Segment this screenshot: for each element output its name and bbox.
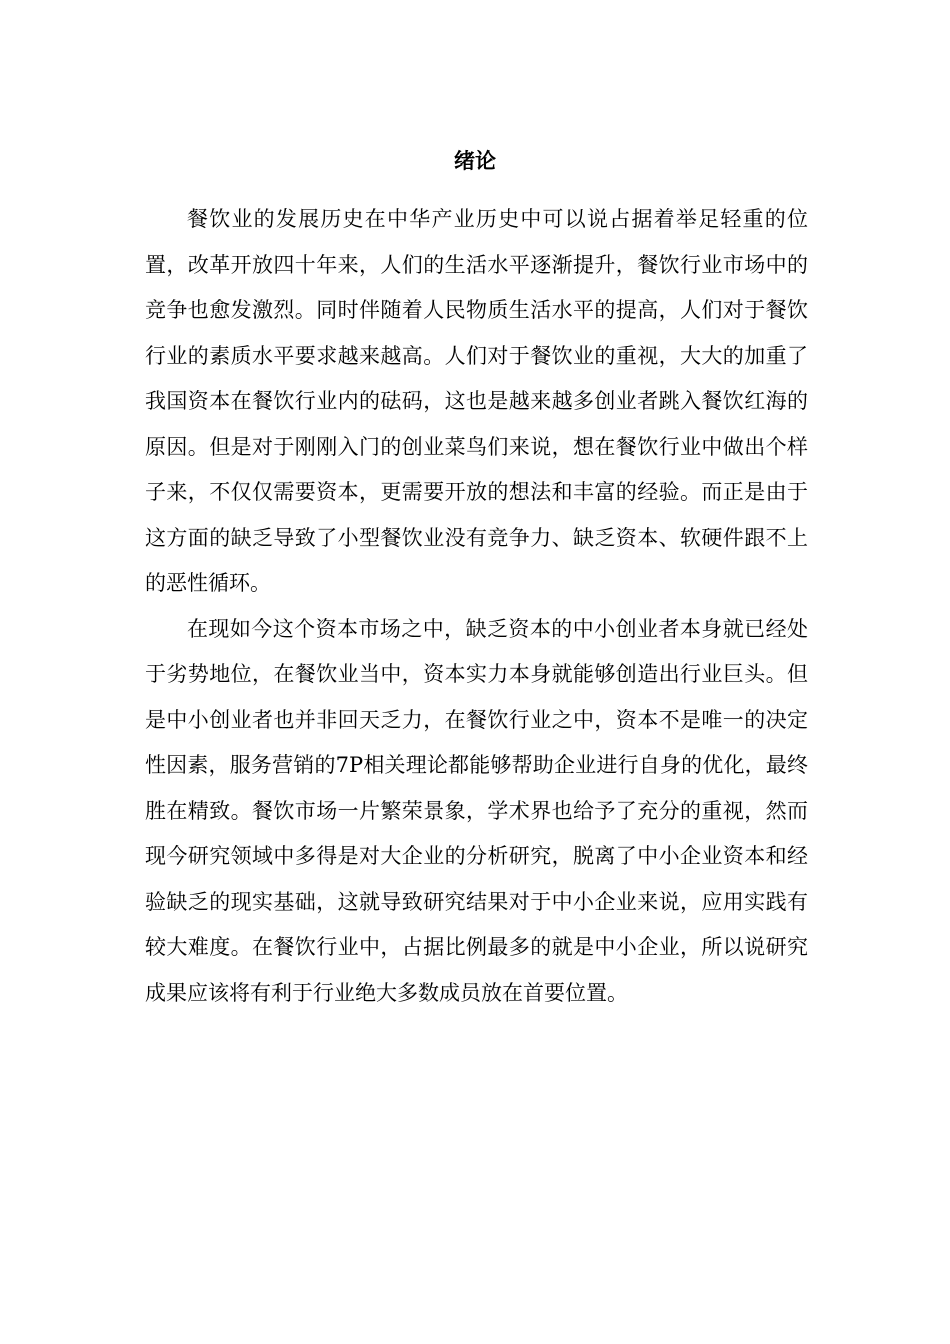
body-text <box>145 197 808 1016</box>
paragraph-1: 餐饮业的发展历史在中华产业历史中可以说占据着举足轻重的位置，改革开放四十年来，人们的生活水平逐渐提升，餐饮行业市场中的竞争也愈发激烈。同时伴随着人民物质生活水平的提高，人们对于餐饮行业的素质水平要求越来越高。人们对于餐饮业的重视，大大的加重了我国资本在餐饮行业内的砝码，这也是越来越多创业者跳入餐饮红海的原因。但是对于刚刚入门的创业菜鸟们来说，想在餐饮行业中做出个样子来，不仅仅需要资本，更需要开放的想法和丰富的经验。而正是由于这方面的缺乏导致了小型餐饮业没有竞争力、缺乏资本、软硬件跟不上的恶性循环。 <box>145 207 808 595</box>
page-title: 绪论 <box>454 149 496 173</box>
paragraph-2: 在现如今这个资本市场之中，缺乏资本的中小创业者本身就已经处于劣势地位，在餐饮业当中，资本实力本身就能够创造出行业巨头。但是中小创业者也并非回天乏力，在餐饮行业之中，资本不是唯一的决定性因素，服务营销的7P相关理论都能够帮助企业进行自身的优化，最终胜在精致。餐饮市场一片繁荣景象，学术界也给予了充分的重视，然而现今研究领域中多得是对大企业的分析研究，脱离了中小企业资本和经验缺乏的现实基础，这就导致研究结果对于中小企业来说，应用实践有较大难度。在餐饮行业中，占据比例最多的就是中小企业，所以说研究成果应该将有利于行业绝大多数成员放在首要位置。 <box>145 616 808 1005</box>
